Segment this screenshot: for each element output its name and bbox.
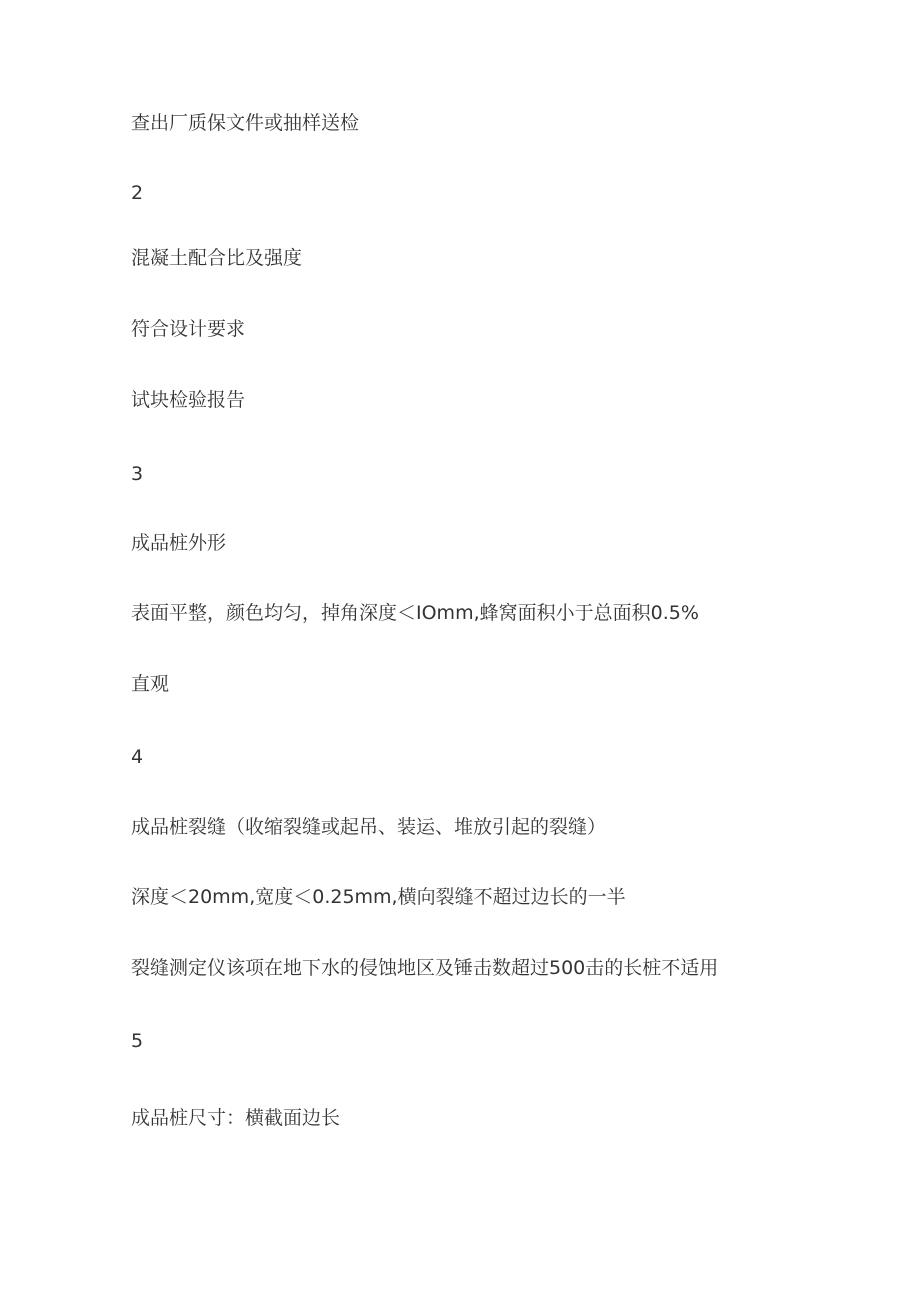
item-number: 2 xyxy=(131,182,144,204)
text-line: 成品桩尺寸：横截面边长 xyxy=(131,1107,341,1129)
text-line: 表面平整，颜色均匀，掉角深度＜IOmm,蜂窝面积小于总面积0.5% xyxy=(131,602,699,624)
text-line: 试块检验报告 xyxy=(131,389,246,411)
text-line: 深度＜20mm,宽度＜0.25mm,横向裂缝不超过边长的一半 xyxy=(131,886,626,908)
item-number: 4 xyxy=(131,746,144,768)
text-line: 符合设计要求 xyxy=(131,318,246,340)
text-line: 查出厂质保文件或抽样送检 xyxy=(131,112,360,134)
text-line: 裂缝测定仪该项在地下水的侵蚀地区及锤击数超过500击的长桩不适用 xyxy=(131,957,719,979)
item-number: 5 xyxy=(131,1030,144,1052)
text-line: 成品桩裂缝（收缩裂缝或起吊、装运、堆放引起的裂缝） xyxy=(131,816,607,838)
text-line: 直观 xyxy=(131,673,170,695)
text-line: 混凝土配合比及强度 xyxy=(131,247,303,269)
item-number: 3 xyxy=(131,463,144,485)
text-line: 成品桩外形 xyxy=(131,532,227,554)
